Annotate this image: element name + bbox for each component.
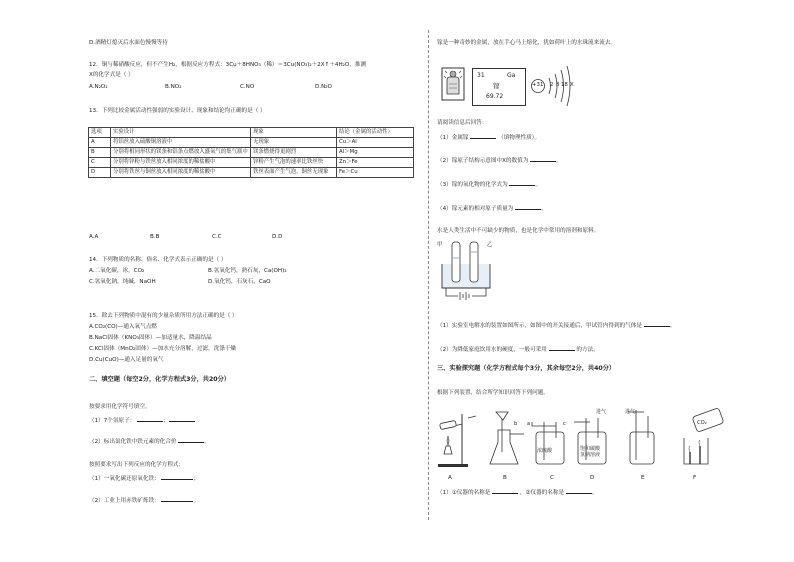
q11-option-d: D.酒精灯熄灭后水面色慢慢等待 [89,40,168,46]
port-label-b: b [514,421,518,427]
gallium-question-1 [437,133,540,142]
table-header-cell: 实验设计 [111,128,251,138]
element-card [472,68,526,106]
q15-stem: 15．除去下列物质中混有的少量杂质所用方法正确的是（ ） [89,313,238,319]
q12-option-c: C.NO [240,84,255,90]
q15-option-c: C.KCl固体（MnO₂固体）—加水充分溶解，过滤，洗涤干燥 [89,346,236,352]
water-intro: 水是人类生活中不可缺少的物质，也是化学中常用的溶剂和原料。 [437,228,600,234]
q13-option-a: A.A [89,234,99,240]
table-cell-phenomenon: 无现象 [251,138,337,148]
section3-title: 三、实验探究题（化学方程式每个3分，其余每空2分，共40分） [437,365,616,372]
gallium-question-4: （4）镓元素的相对原子质量为 。 [437,206,547,212]
answer-blank[interactable] [509,180,535,186]
apparatus-f [684,408,724,464]
shell-electrons-2: 8 [556,82,560,88]
fill-question-3: （1）一氧化碳还原氧化铁： ； [89,476,200,482]
test-tube-b [470,242,478,282]
gas-inlet-label-e: 进气 [625,409,636,415]
table-cell-design: 分别将相同形状的镁条和铝条点燃放入盛氧气的集气瓶中 [111,148,251,158]
table-header-cell: 选项 [89,128,111,138]
answer-blank[interactable] [515,204,541,210]
table-row [89,148,414,158]
q12-stem-line1: 12．铜与稀硝酸反应，但不产生H₂，根据反应方程式：3Cu＋8HNO₃（稀）＝3Cu(NO₃)₂＋2X↑＋4H₂O，推测 [89,62,367,68]
q13-option-d: D.D [272,234,283,240]
table-header-row [89,128,414,138]
experiment-question-1b-text: ，②仪器的名称是 [519,490,565,496]
answer-blank[interactable] [137,416,163,422]
answer-blank[interactable] [161,496,193,502]
fill-question-2: （2）标出氯化铁中铁元素的化合价 。 [89,439,210,445]
fill-question-1-text: （1）7个氢原子： [89,418,136,424]
gallium-question-1-tail: （填物理性质）。 [498,135,541,141]
water-question-1: （1）实验室电解水的装置如图所示，如图中的开关接通后，甲试管内得到的气体是 。 [437,323,676,329]
fill-question-3-text: （1）一氧化碳还原氧化铁： [89,476,160,482]
apparatus-c [532,422,564,464]
gallium-question-3-text: （3）镓的氧化物的化学式为 [437,182,508,188]
apparatus-label-d: D [590,475,595,481]
q14-option-a: A.二氧化碳，冰，CO₂ [89,268,145,274]
answer-blank[interactable] [530,156,556,162]
gallium-question-1-text: （1）金属镓 [437,135,469,141]
table-cell-option: C [89,158,111,168]
q14-option-d: D.氧化钙，石灰石，CaO [208,279,271,285]
experiment-question-1: （1）①仪器的名称是 ，②仪器的名称是 。 [437,490,598,496]
table-cell-conclusion: Zn＞Fe [337,158,414,168]
experiment-question-1-text: （1）①仪器的名称是 [437,490,491,496]
fill-question-1: （1）7个氢原子： ； [89,416,195,425]
apparatus-label-e: E [641,475,645,481]
port-label-a: a [527,421,531,427]
q13-option-c: C.C [212,234,222,240]
water-question-2-text: （2）为降低家庭饮用水的硬度，一般可采用 [437,347,547,353]
shell-electrons-1: 2 [550,82,554,88]
q13-table [88,127,414,178]
table-cell-design: 分别将铁丝与铜丝放入相同浓度的稀盐酸中 [111,168,251,178]
table-row [89,158,414,168]
fill-question-4: （2）工业上用赤铁矿炼铁： 。 [89,498,200,504]
answer-blank[interactable] [644,321,670,327]
nucleus-charge: +31 [532,82,544,88]
gallium-question-4-text: （4）镓元素的相对原子质量为 [437,206,514,212]
table-cell-phenomenon: 铁丝表面产生气泡，铜丝无现象 [251,168,337,178]
port-label-c: c [563,421,566,427]
q12-option-b: B.NO₂ [165,84,182,90]
apparatus-label-a: A [448,475,452,481]
reagent-label-conc-acid: 浓硫酸 [537,448,553,454]
water-question-2 [437,345,599,354]
battery-icon [460,292,469,300]
apparatus-e [628,410,654,464]
water-question-2-tail: 的方法。 [576,347,599,353]
table-row [89,138,414,148]
table-cell-phenomenon: 镁条燃烧得更剧烈 [251,148,337,158]
shell-electrons-x: X [570,82,574,88]
fill-intro-equations: 按照要求写出下列反应的化学方程式： [89,462,185,468]
apparatus-label-b: B [503,475,507,481]
gas-label-co2: CO₂ [697,420,707,426]
q14-option-c: C.氢氧化钠，纯碱，NaOH [89,279,156,285]
q13-stem: 13．下列比较金属活动性强弱的实验设计、现象和结论均正确的是（ ） [89,108,266,114]
q12-option-a: A.N₂O₂ [89,84,108,90]
tube-label-right: 乙 [487,242,493,248]
table-cell-phenomenon: 锌粉产生气泡的速率比铁丝快 [251,158,337,168]
test-tube-a [452,242,460,282]
apparatus-label-f: F [693,475,697,481]
apparatus-b [490,412,524,464]
element-card-number: 31 [477,72,485,79]
answer-blank[interactable] [566,488,592,494]
table-cell-conclusion: Fe＞Cu [337,168,414,178]
fill-intro-symbols: 按要求用化学符号填空。 [89,404,151,410]
element-card-symbol: Ga [507,72,516,79]
gallium-intro: 镓是一种奇妙的金属，放在手心马上熔化，犹如荷叶上的水珠流来流去。 [437,40,617,46]
reagent-label-nahco3: 饱和碳酸氢钠溶液 [580,446,601,459]
table-cell-conclusion: Al＞Mg [337,148,414,158]
gallium-prompt: 请阅读信息后回答： [437,120,488,126]
table-cell-option: A [89,138,111,148]
q15-option-d: D.Cu(CuO)—通入足量的氧气 [89,357,164,363]
table-cell-design: 将铝丝放入硫酸铜溶液中 [111,138,251,148]
fill-question-4-text: （2）工业上用赤铁矿炼铁： [89,498,160,504]
apparatus-label-c: C [550,475,554,481]
table-cell-option: D [89,168,111,178]
tube-label-left: 甲 [437,242,443,248]
element-card-mass: 69.72 [486,93,504,100]
q15-option-a: A.CO₂(CO)—通入氧气点燃 [89,324,157,330]
gallium-question-2: （2）镓原子结构示意图中X的数值为 。 [437,158,562,164]
table-header-cell: 结论（金属的活动性） [337,128,414,138]
apparatus-a [438,414,476,467]
q14-option-b: B.氢氧化钙，熟石灰，Ca(OH)₂ [208,268,287,274]
shell-electrons-3: 18 [561,82,568,88]
section2-title: 二、填空题（每空2分，化学方程式3分，共20分） [89,376,230,383]
answer-blank[interactable] [161,474,193,480]
element-card-name: 镓 [493,82,500,90]
column-divider [428,30,429,520]
q12-option-d: D.N₂O [315,84,332,90]
q14-stem: 14．下列物质的名称、俗名、化学式表示正确的是（ ） [89,257,227,263]
water-question-1-text: （1）实验室电解水的装置如图所示，如图中的开关接通后，甲试管内得到的气体是 [437,323,642,329]
gas-inlet-label-d: 进气 [596,409,607,415]
table-cell-design: 分别将锌粉与铁丝放入相同浓度的稀盐酸中 [111,158,251,168]
gallium-question-3: （3）镓的氧化物的化学式为 。 [437,182,542,188]
table-cell-conclusion: Cu＞Al [337,138,414,148]
answer-blank[interactable] [549,345,575,351]
answer-blank[interactable] [492,488,518,494]
q15-option-b: B.NaCl固体（KNO₃固体）—加适量水，降温结晶 [89,335,212,341]
table-row [89,168,414,178]
answer-blank[interactable] [470,133,496,139]
fill-question-2-text: （2）标出氯化铁中铁元素的化合价 [89,439,177,445]
table-header-cell: 现象 [251,128,337,138]
q12-stem-line2: X的化学式是（ ） [89,72,134,78]
lab-apparatus-diagram [432,402,732,474]
answer-blank[interactable] [178,437,204,443]
table-cell-option: B [89,148,111,158]
q13-option-b: B.B [150,234,160,240]
gallium-question-2-text: （2）镓原子结构示意图中X的数值为 [437,158,529,164]
experiment-intro: 根据下列装置，结合所学知识回答下列问题。 [437,390,549,396]
gallium-hand-icon [440,66,466,102]
electrolysis-apparatus-diagram [434,238,504,302]
water-trough [442,264,490,288]
answer-blank[interactable] [169,416,195,422]
